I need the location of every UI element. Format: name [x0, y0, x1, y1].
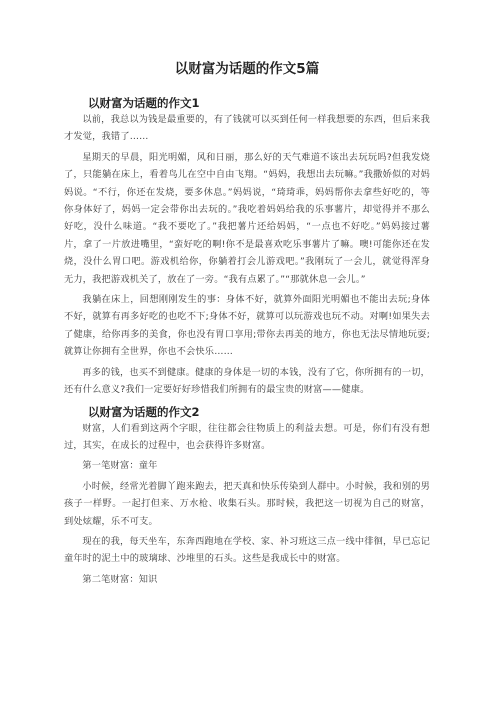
paragraph: 现在的我，每天坐车，东奔西跑地在学校、家、补习班这三点一线中徘徊，早已忘记童年时的泥土中的玻璃球、沙堆里的石头。这些是我成长中的财富。 — [64, 535, 430, 565]
section-heading-2: 以财富为话题的作文2 — [88, 404, 200, 419]
paragraph: 以前，我总以为钱是最重要的，有了钱就可以买到任何一样我想要的东西，但后来我才发觉，我错了…… — [64, 114, 430, 143]
paragraph: 财富，人们看到这两个字眼，往往都会往物质上的利益去想。可是，你们有没有想过，其实，在成长的过程中，也会获得许多财富。 — [64, 422, 430, 451]
subheading-paragraph: 第二笔财富：知识 — [82, 573, 158, 585]
paragraph: 我躺在床上，回想刚刚发生的事：身体不好，就算外面阳光明媚也不能出去玩;身体不好，就算有再多好吃的也吃不下;身体不好，就算可以玩游戏也玩不动。对啊!如果失去了健康，给你再多的美食，你也没有胃口享用;带你去再美的地方，你也无法尽情地玩耍;就算让你拥有全世界，你也不会快乐…… — [64, 294, 430, 358]
section-heading-1: 以财富为话题的作文1 — [88, 96, 200, 110]
document-title: 以财富为话题的作文5篇 — [174, 61, 320, 77]
paragraph: 小时候，经常光着脚丫跑来跑去，把天真和快乐传染到人群中。小时候，我和别的男孩子一样野。一起打但来、万水枪、收集石头。那时候，我把这一切视为自己的财富，到处炫耀，乐不可支。 — [64, 480, 430, 527]
paragraph: 星期天的早晨，阳光明媚，风和日丽，那么好的天气难道不该出去玩玩吗?但我发烧了，只能躺在床上，看着鸟儿在空中自由飞翔。“妈妈，我想出去玩嘛。”我撒娇似的对妈妈说。“不行，你还在发烧，要多休息。”妈妈说，“琦琦乖，妈妈帮你去拿些好吃的，等你身体好了，妈妈一定会带你出去玩的。”我吃着妈妈给我的乐事薯片，却觉得并不那么好吃，没什么味道。“我不要吃了。”我把薯片还给妈妈，“一点也不好吃。”妈妈接过薯片，拿了一片放进嘴里，“蛮好吃的啊!你不是最喜欢吃乐事薯片了嘛。噢!可能你还在发烧，没什么胃口吧。游戏机给你，你躺着打会儿游戏吧。”我刚玩了一会儿，就觉得浑身无力，我把游戏机关了，放在了一旁。“我有点累了。”“那就休息一会儿。” — [64, 151, 430, 285]
paragraph: 再多的钱，也买不到健康。健康的身体是一切的本钱，没有了它，你所拥有的一切，还有什么意义?我们一定要好好珍惜我们所拥有的最宝贵的财富——健康。 — [64, 366, 430, 396]
subheading-paragraph: 第一笔财富：童年 — [82, 460, 158, 472]
